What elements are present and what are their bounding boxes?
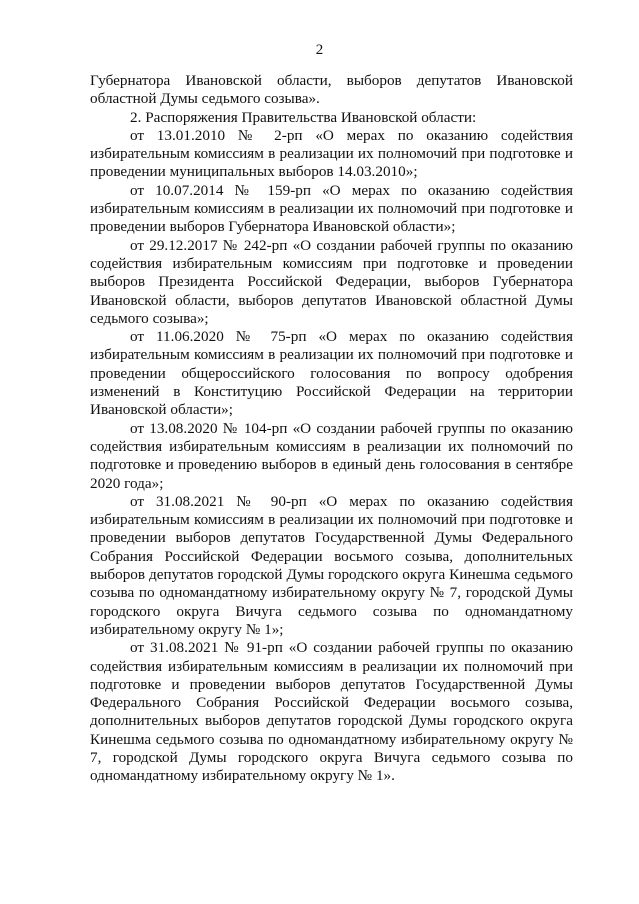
paragraph-continuation: Губернатора Ивановской области, выборов депутатов Ивановской областной Думы седьмого созыва». [90,72,573,108]
list-item: от 11.06.2020 № 75-рп «О мерах по оказанию содействия избирательным комиссиям в реализации их полномочий при подготовке и проведении общероссийского голосования по вопросу одобрения изменений в Конституцию Российской Федерации на территории Ивановской области»; [90,328,573,419]
list-item: от 10.07.2014 № 159-рп «О мерах по оказанию содействия избирательным комиссиям в реализации их полномочий при подготовке и проведении выборов Губернатора Ивановской области»; [90,181,573,236]
list-item: от 29.12.2017 № 242-рп «О создании рабочей группы по оказанию содействия избирательным комиссиям при подготовке и проведении выборов Президента Российской Федерации, выборов Губернатора Ивановской области, выборов депутатов Ивановской областной Думы седьмого созыва»; [90,236,573,327]
page-number: 2 [315,42,324,58]
section-heading: 2. Распоряжения Правительства Ивановской области: [130,108,477,126]
list-item: от 13.08.2020 № 104-рп «О создании рабочей группы по оказанию содействия избирательным комиссиям в реализации их полномочий по подготовке и проведению выборов в единый день голосования в сентябре 2020 года»; [90,419,573,492]
list-item: от 31.08.2021 № 91-рп «О создании рабочей группы по оказанию содействия избирательным комиссиям в реализации их полномочий при подготовке и проведении выборов депутатов Государственной Думы Федерального Собрания Российской Федерации восьмого созыва, дополнительных выборов депутатов городской Думы городского округа Кинешма седьмого созыва по одномандатному избирательному округу № 7, городской Думы городского округа Вичуга седьмого созыва по одномандатному избирательному округу № 1». [90,639,573,785]
list-item: от 13.01.2010 № 2-рп «О мерах по оказанию содействия избирательным комиссиям в реализации их полномочий при подготовке и проведении муниципальных выборов 14.03.2010»; [90,126,573,181]
document-body [90,72,573,786]
list-item: от 31.08.2021 № 90-рп «О мерах по оказанию содействия избирательным комиссиям в реализации их полномочий при подготовке и проведении выборов депутатов Государственной Думы Федерального Собрания Российской Федерации восьмого созыва, дополнительных выборов депутатов городской Думы городского округа Кинешма седьмого созыва по одномандатному избирательному округу № 7, городской Думы городского округа Вичуга седьмого созыва по одномандатному избирательному округу № 1»; [90,492,573,638]
